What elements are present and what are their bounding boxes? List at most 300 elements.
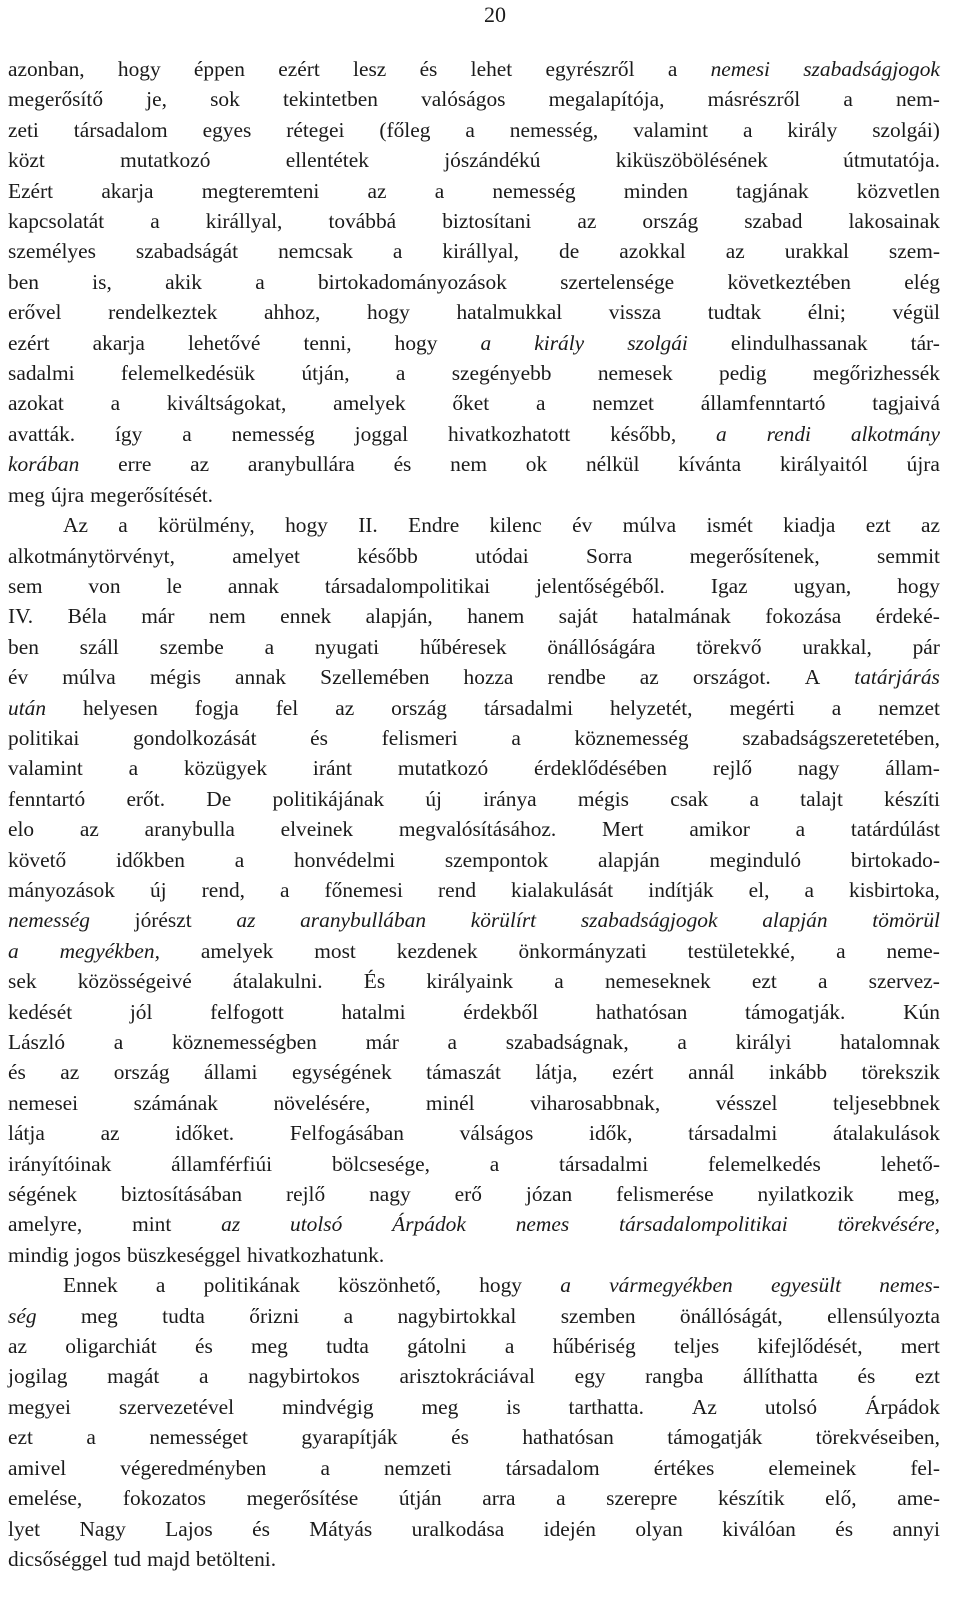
word: ezt: [8, 1425, 33, 1450]
word: ezért: [8, 330, 50, 355]
word: a: [255, 269, 265, 294]
word: lakosainak: [848, 209, 940, 234]
word: ellentétek: [285, 148, 369, 173]
word: le: [166, 573, 182, 598]
word: a: [804, 877, 814, 902]
word: azonban,: [8, 57, 85, 81]
word: a: [447, 1030, 458, 1054]
text-line: [8, 1483, 940, 1513]
word: alkotmány: [850, 421, 940, 446]
text-line: [8, 845, 940, 875]
word: urakkal: [784, 239, 849, 264]
word: szabad: [744, 209, 803, 234]
word: a: [749, 786, 759, 811]
word: társadalom: [73, 117, 168, 142]
word: szabadságjogok: [803, 57, 940, 81]
text-line: [8, 1301, 940, 1331]
word: jószándékú: [444, 148, 541, 173]
word: felismeri: [381, 725, 458, 750]
word: a: [554, 969, 564, 994]
word: Az: [63, 513, 88, 538]
text-line: [8, 267, 940, 297]
word: jórészt: [134, 908, 192, 933]
word: ezt: [865, 513, 891, 538]
word: hivatkozhatunk.: [246, 1242, 385, 1267]
word: erre: [118, 452, 152, 477]
word: tagjának: [736, 178, 809, 203]
word: tömörül: [872, 908, 940, 933]
word: körülírt: [470, 908, 537, 933]
word: ezért: [612, 1060, 654, 1085]
word: szabadságszeretetében,: [742, 725, 940, 750]
word: semmit: [877, 543, 940, 568]
word: saját: [558, 604, 598, 629]
word: egységének: [291, 1060, 392, 1085]
word: sek: [8, 969, 37, 994]
word: ezt: [751, 969, 777, 994]
word: ezért: [278, 57, 320, 81]
word: mindig: [8, 1242, 69, 1267]
word: nemcsak: [278, 239, 353, 264]
word: tatárjárás: [854, 665, 940, 690]
word: az: [221, 1212, 241, 1237]
word: akarja: [92, 330, 145, 355]
word: nem: [208, 604, 246, 629]
word: továbbá: [328, 209, 397, 234]
word: nemeseknek: [604, 969, 711, 994]
word: hatalmukkal: [456, 300, 563, 325]
word: Mert: [601, 817, 644, 842]
word: tár-: [910, 330, 940, 355]
word: a: [128, 756, 139, 781]
word: a: [556, 1486, 566, 1511]
word: rejlő: [285, 1182, 326, 1207]
word: hűbériség: [552, 1334, 636, 1359]
word: királlyal,: [205, 209, 283, 234]
word: elő,: [825, 1486, 857, 1511]
word: főnemesi: [324, 877, 403, 902]
word: A: [804, 665, 821, 690]
word: tagjaivá: [872, 391, 940, 416]
word: gátolni: [407, 1334, 467, 1359]
word: alapján,: [365, 604, 433, 629]
word: arra: [482, 1486, 516, 1511]
word: alapján: [762, 908, 828, 933]
word: ségének: [8, 1182, 77, 1207]
word: ben: [8, 269, 39, 294]
text-line: [8, 875, 940, 905]
word: IV.: [8, 604, 34, 629]
word: sok: [210, 87, 240, 112]
word: a: [677, 1030, 687, 1054]
word: megyei: [8, 1394, 71, 1419]
word: látja,: [535, 1060, 578, 1085]
word: szemben: [560, 1303, 636, 1328]
word: lyet: [8, 1516, 41, 1541]
word: nemes-: [879, 1273, 940, 1298]
word: idején: [543, 1516, 596, 1541]
word: nélkül: [585, 452, 640, 477]
word: talajt: [800, 786, 843, 811]
word: lesz: [353, 57, 387, 81]
word: Felfogásában: [289, 1121, 404, 1146]
word: új: [425, 786, 442, 811]
word: De: [206, 786, 232, 811]
word: társadalom: [505, 1455, 600, 1480]
word: politikai: [8, 725, 80, 750]
text-line: [8, 997, 940, 1027]
word: meg: [80, 1303, 118, 1328]
word: a: [234, 847, 245, 872]
word: meg: [251, 1334, 288, 1359]
word: lehető-: [880, 1151, 940, 1176]
word: múlva: [622, 513, 677, 538]
word: következtében: [727, 269, 851, 294]
word: olyan: [635, 1516, 683, 1541]
word: közösségeivé: [77, 969, 192, 994]
word: kiküszöbölésének: [615, 148, 768, 173]
word: józan: [525, 1182, 573, 1207]
word: amelyet: [232, 543, 300, 568]
word: így: [114, 421, 143, 446]
word: nemzet: [878, 695, 940, 720]
word: a: [560, 1273, 571, 1298]
word: hogy: [394, 330, 438, 355]
word: köznemesség: [574, 725, 689, 750]
word: kiadja: [783, 513, 836, 538]
word: erő: [454, 1182, 482, 1207]
word: újra: [50, 482, 85, 507]
text-line: [8, 1149, 940, 1179]
word: átalakulások: [833, 1121, 940, 1146]
word: betölteni.: [195, 1546, 277, 1571]
word: hatalomnak: [840, 1030, 940, 1054]
word: a: [392, 239, 403, 264]
word: von: [88, 573, 121, 598]
word: szembe: [159, 634, 224, 659]
word: fokozatos: [122, 1486, 206, 1511]
word: Igaz: [710, 573, 748, 598]
word: rendi: [766, 421, 811, 446]
word: az: [100, 1121, 120, 1146]
word: aranybullára: [247, 452, 355, 477]
word: iránya: [483, 786, 537, 811]
text-line: [8, 601, 940, 631]
word: azokkal: [619, 239, 686, 264]
word: akarja: [101, 178, 154, 203]
word: később,: [610, 421, 677, 446]
text-line: [8, 1179, 940, 1209]
word: számának: [133, 1090, 218, 1115]
word: kapcsolatát: [8, 209, 105, 234]
word: oligarchiát: [65, 1334, 157, 1359]
word: meg: [8, 482, 45, 507]
word: törekvésére,: [837, 1212, 940, 1237]
word: a: [742, 117, 753, 142]
word: magát: [107, 1364, 160, 1389]
word: nemesség: [231, 421, 315, 446]
word: aranybulla: [144, 817, 235, 842]
word: megőrizhessék: [812, 361, 940, 386]
word: őket: [452, 391, 490, 416]
word: megérti: [729, 695, 795, 720]
word: kiváltságokat,: [166, 391, 287, 416]
word: kedését: [8, 999, 73, 1024]
word: királyi: [735, 1030, 792, 1054]
word: állam-: [885, 756, 940, 781]
word: sadalmi: [8, 361, 75, 386]
word: törekvéseiben,: [815, 1425, 940, 1450]
word: nagybirtokkal: [397, 1303, 517, 1328]
word: Mátyás: [309, 1516, 373, 1541]
word: gondolkozását: [132, 725, 257, 750]
word: ellensúlyozta: [827, 1303, 940, 1328]
word: tenni,: [303, 330, 352, 355]
word: szegényebb: [451, 361, 552, 386]
word: meg,: [897, 1182, 940, 1207]
word: készítik: [718, 1486, 785, 1511]
word: a: [716, 421, 727, 446]
word: dicsőséggel: [8, 1546, 108, 1571]
word: ennek: [280, 604, 332, 629]
text-line: [8, 541, 940, 571]
word: társadalompolitikai: [619, 1212, 788, 1237]
word: és: [393, 452, 412, 477]
word: meginduló: [709, 847, 802, 872]
word: joggal: [354, 421, 409, 446]
word: őrizni: [249, 1303, 300, 1328]
word: egyesült: [770, 1273, 842, 1298]
word: birtokado-: [850, 847, 940, 872]
word: egy: [574, 1364, 606, 1389]
word: is,: [92, 269, 112, 294]
text-line: [8, 571, 940, 601]
word: mányozások: [8, 877, 115, 902]
word: nemesek: [597, 361, 673, 386]
word: a: [480, 330, 492, 355]
word: birtokadományozások: [317, 269, 507, 294]
word: annak: [227, 573, 279, 598]
word: közvetlen: [856, 178, 940, 203]
word: szerepre: [606, 1486, 678, 1511]
word: az: [335, 695, 355, 720]
word: (főleg: [379, 117, 431, 142]
word: ország: [113, 1060, 170, 1085]
word: hűbéresek: [419, 634, 507, 659]
word: testületekké,: [687, 938, 796, 963]
word: nemesség,: [509, 117, 599, 142]
page-number: 20: [484, 2, 506, 27]
word: és: [451, 1425, 469, 1450]
word: érdekből: [463, 999, 539, 1024]
word: majd: [147, 1546, 190, 1571]
word: királyaink: [426, 969, 514, 994]
word: az: [577, 209, 597, 234]
text-line: [8, 236, 940, 266]
text-line: [8, 510, 940, 540]
word: végeredményben: [120, 1455, 267, 1480]
word: amelyek: [333, 391, 406, 416]
word: a: [504, 1334, 515, 1359]
word: bölcsesége,: [331, 1151, 430, 1176]
word: a: [343, 1303, 354, 1328]
word: körülmény,: [158, 513, 255, 538]
text-line: [8, 1118, 940, 1148]
word: a: [817, 969, 828, 994]
text-line: [8, 145, 940, 175]
text-line: [8, 480, 940, 510]
word: nyilatkozik: [757, 1182, 854, 1207]
word: a: [199, 1364, 209, 1389]
word: jogos: [74, 1242, 121, 1267]
word: később: [357, 543, 418, 568]
word: neme-: [886, 938, 940, 963]
word: szolgái: [627, 330, 688, 355]
word: az: [190, 452, 210, 477]
word: megerősítő: [8, 87, 104, 112]
word: helyzetét,: [609, 695, 693, 720]
word: időkben: [116, 847, 185, 872]
word: az: [920, 513, 940, 538]
text-line: [8, 1514, 940, 1544]
word: egyrészről: [545, 57, 635, 81]
word: személyes: [8, 239, 96, 264]
word: ugyan,: [793, 573, 852, 598]
word: uralkodása: [411, 1516, 505, 1541]
word: megerősítését.: [90, 482, 214, 507]
word: utolsó: [290, 1212, 343, 1237]
word: nemesi: [710, 57, 770, 81]
word: rendbe: [547, 665, 606, 690]
word: megalapítója,: [548, 87, 665, 112]
word: a: [118, 513, 128, 538]
word: a: [182, 421, 192, 446]
word: politikának: [203, 1273, 300, 1298]
word: elo: [8, 817, 35, 842]
word: a: [511, 725, 521, 750]
word: közügyek: [183, 756, 268, 781]
word: szervezetével: [118, 1394, 235, 1419]
word: Béla: [67, 604, 107, 629]
word: elveinek: [280, 817, 354, 842]
word: utolsó: [764, 1394, 818, 1419]
word: kifejlődését,: [757, 1334, 863, 1359]
word: László: [8, 1030, 66, 1054]
word: országot.: [692, 665, 771, 690]
word: nemes: [515, 1212, 570, 1237]
text-line: [8, 1331, 940, 1361]
word: ország: [391, 695, 447, 720]
word: tudta: [162, 1303, 205, 1328]
word: és: [835, 1516, 854, 1541]
text-line: [8, 814, 940, 844]
word: önállóságát,: [679, 1303, 783, 1328]
word: társadalmi: [483, 695, 574, 720]
word: mutatkozó: [397, 756, 489, 781]
word: azokat: [8, 391, 64, 416]
word: új: [149, 877, 167, 902]
word: átalakulni.: [232, 969, 323, 994]
word: a: [535, 391, 546, 416]
word: megteremteni: [201, 178, 320, 203]
word: szabadságjogok: [580, 908, 718, 933]
word: útján,: [301, 361, 350, 386]
word: az: [60, 1060, 80, 1085]
word: hanem: [467, 604, 525, 629]
word: és: [252, 1516, 270, 1541]
word: elemeinek: [768, 1455, 857, 1480]
word: hogy: [897, 573, 940, 598]
word: fel-: [910, 1455, 940, 1480]
word: büszkeséggel: [126, 1242, 241, 1267]
word: és: [310, 725, 328, 750]
word: el,: [748, 877, 770, 902]
word: erőt.: [126, 786, 166, 811]
word: kívánta: [678, 452, 742, 477]
text-line: [8, 328, 940, 358]
text-line: [8, 206, 940, 236]
word: nemzet: [592, 391, 654, 416]
word: Szellemében: [320, 665, 430, 690]
word: útmutatója.: [843, 148, 940, 173]
word: mutatkozó: [120, 148, 211, 173]
word: Nagy: [79, 1516, 126, 1541]
word: év: [8, 665, 29, 690]
word: teljesebbnek: [833, 1090, 940, 1115]
text-line: [8, 1057, 940, 1087]
word: hivatkozhatott: [447, 421, 571, 446]
word: a: [264, 634, 275, 659]
word: újra: [906, 452, 940, 477]
word: támogatják: [667, 1425, 763, 1450]
word: már: [365, 1030, 399, 1054]
word: a: [110, 391, 121, 416]
word: sem: [8, 573, 43, 598]
word: hathatósan: [595, 999, 688, 1024]
word: Árpádok: [392, 1212, 466, 1237]
word: hogy: [367, 300, 410, 325]
word: iránt: [312, 756, 353, 781]
word: megvalósításához.: [398, 817, 557, 842]
word: nagy: [797, 756, 840, 781]
word: támogatják.: [745, 999, 846, 1024]
word: közt: [8, 148, 45, 173]
word: törekvő: [696, 634, 762, 659]
word: viharosabbnak,: [530, 1090, 661, 1115]
word: minél: [425, 1090, 475, 1115]
text-line: [8, 1270, 940, 1300]
word: Ezért: [8, 178, 54, 203]
word: az: [725, 239, 745, 264]
word: érdeké-: [875, 604, 940, 629]
word: a: [489, 1151, 500, 1176]
word: helyesen: [82, 695, 158, 720]
word: fogja: [194, 695, 239, 720]
word: után: [8, 695, 47, 720]
word: amikor: [689, 817, 750, 842]
word: és: [419, 57, 438, 81]
word: az: [236, 908, 256, 933]
word: mint: [132, 1212, 172, 1237]
word: hatalmi: [341, 999, 406, 1024]
word: mégis: [149, 665, 201, 690]
word: pedig: [719, 361, 767, 386]
text-line: [8, 1544, 940, 1574]
word: ame-: [897, 1486, 940, 1511]
word: tudtak: [707, 300, 762, 325]
text-line: [8, 1209, 940, 1239]
word: nagybirtokos: [248, 1364, 360, 1389]
